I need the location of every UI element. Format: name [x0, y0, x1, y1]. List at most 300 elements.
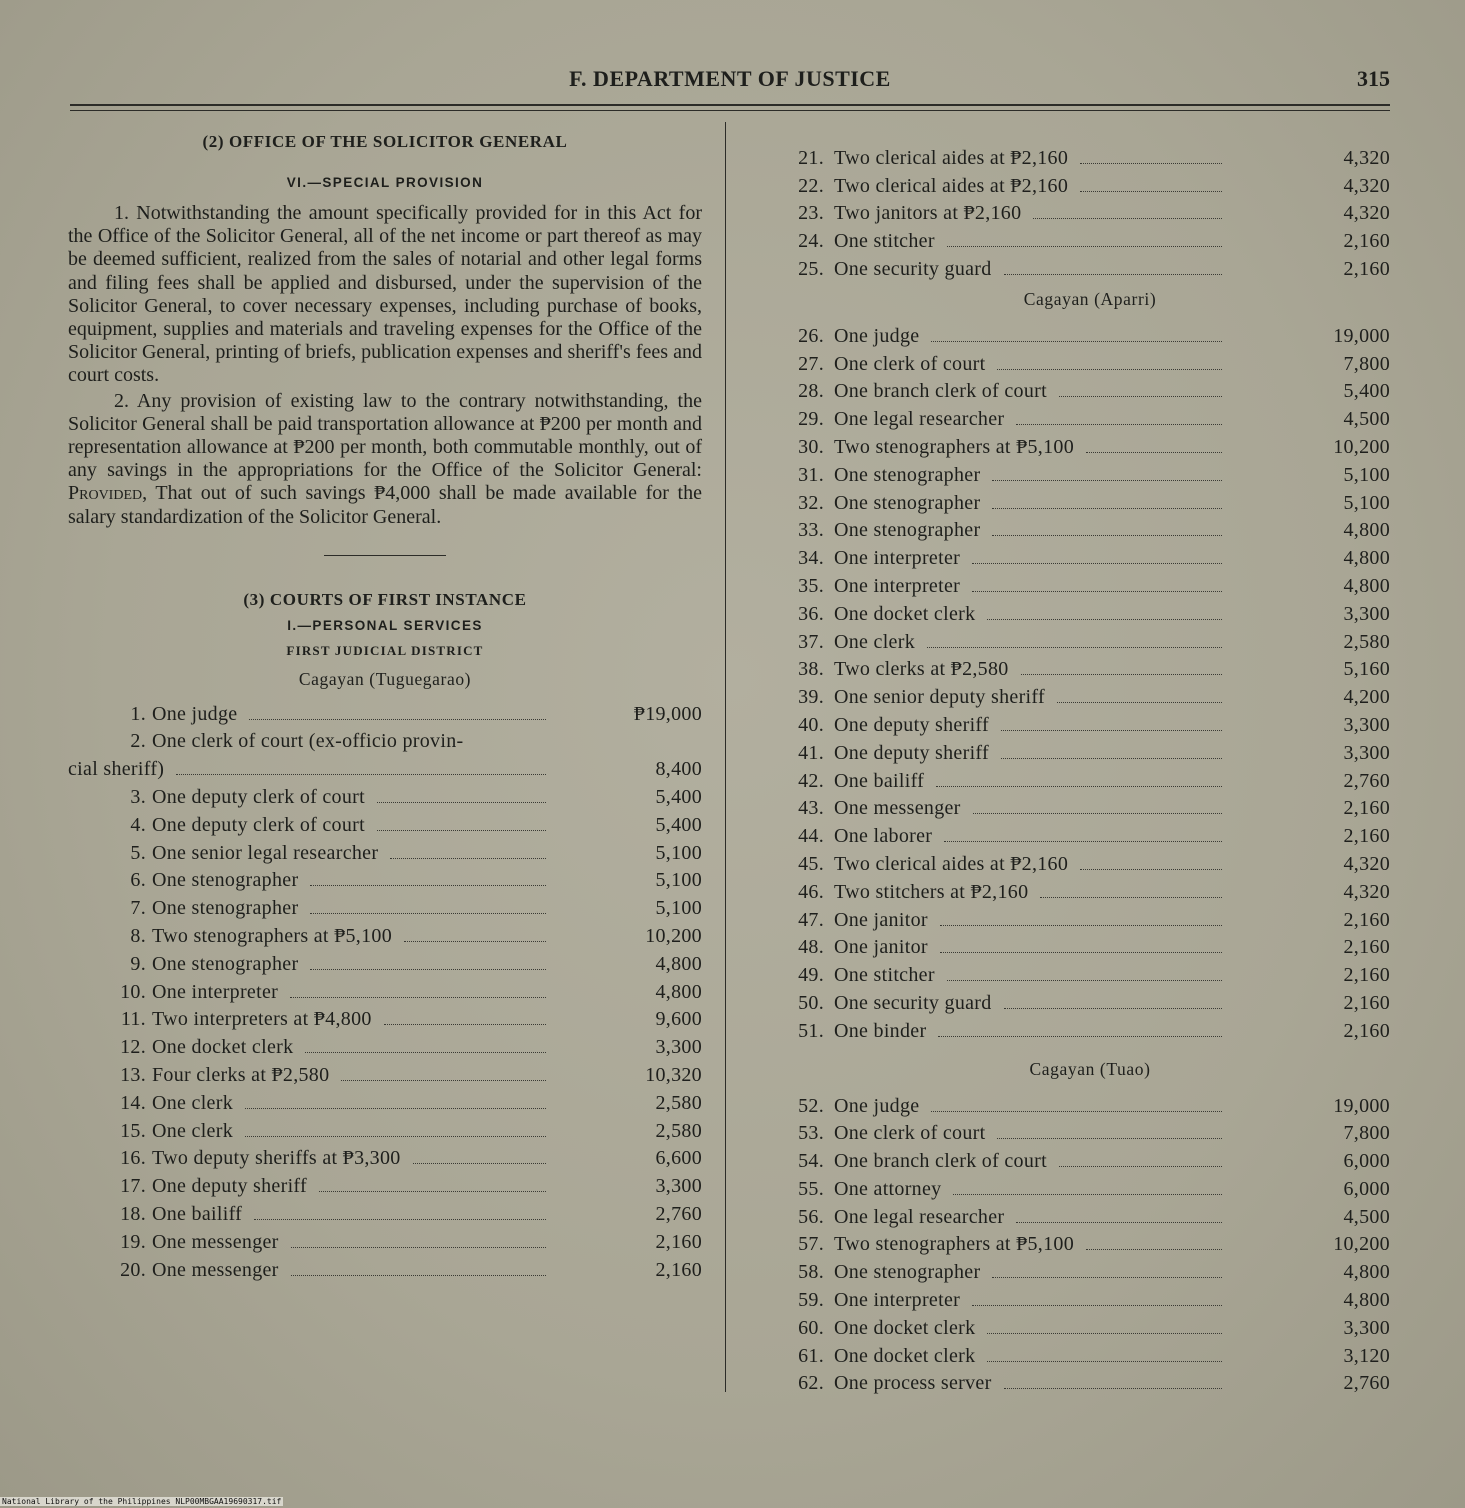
item-amount: 10,200	[1333, 435, 1390, 458]
left-column	[68, 130, 702, 1282]
item-label: Two deputy sheriffs at ₱3,300	[152, 1147, 401, 1170]
item-amount: 7,800	[1343, 352, 1390, 375]
subsection-heading: I.—PERSONAL SERVICES	[287, 617, 483, 633]
item-number: 7.	[130, 897, 146, 920]
dot-leader	[310, 885, 546, 886]
list-item	[790, 1256, 1390, 1284]
item-amount: 2,160	[1343, 991, 1390, 1014]
item-amount: 5,100	[655, 897, 702, 920]
item-label: One clerk of court (ex-officio provin-	[152, 730, 464, 753]
item-amount: 2,160	[1343, 797, 1390, 820]
item-label: One security guard	[834, 257, 992, 280]
district-heading: FIRST JUDICIAL DISTRICT	[286, 642, 484, 658]
item-list	[790, 142, 1390, 281]
list-item	[790, 904, 1390, 932]
item-number: 16.	[120, 1147, 146, 1170]
item-amount: 2,760	[655, 1202, 702, 1225]
list-item	[790, 1015, 1390, 1043]
item-amount: 2,580	[655, 1091, 702, 1114]
item-label: One stenographer	[834, 491, 981, 514]
item-amount: 3,300	[1343, 741, 1390, 764]
list-item	[68, 1115, 702, 1143]
item-number: 62.	[798, 1372, 824, 1395]
list-item	[68, 976, 702, 1004]
dot-leader	[384, 1024, 546, 1025]
item-amount: 2,160	[1343, 230, 1390, 253]
list-item	[68, 1059, 702, 1087]
list-item	[790, 542, 1390, 570]
item-label: Two stitchers at ₱2,160	[834, 880, 1029, 903]
item-number: 27.	[798, 352, 824, 375]
item-label: Two clerical aides at ₱2,160	[834, 174, 1069, 197]
dot-leader	[992, 480, 1222, 481]
dot-leader	[1080, 191, 1222, 192]
dot-leader	[1040, 897, 1222, 898]
list-item	[68, 1198, 702, 1226]
item-amount: 4,320	[1343, 174, 1390, 197]
item-number: 17.	[120, 1175, 146, 1198]
dot-leader	[377, 802, 546, 803]
item-number: 54.	[798, 1150, 824, 1173]
item-amount: 4,800	[1343, 547, 1390, 570]
list-item	[790, 515, 1390, 543]
item-amount: 3,300	[1343, 602, 1390, 625]
list-item	[790, 1284, 1390, 1312]
item-label: One messenger	[152, 1230, 279, 1253]
dot-leader	[1057, 702, 1222, 703]
item-label: One clerk of court	[834, 352, 986, 375]
item-amount: 3,300	[655, 1036, 702, 1059]
item-amount: 2,160	[1343, 257, 1390, 280]
item-number: 5.	[130, 841, 146, 864]
item-label: One senior deputy sheriff	[834, 686, 1045, 709]
dot-leader	[953, 1194, 1222, 1195]
dot-leader	[972, 591, 1222, 592]
item-label: Two interpreters at ₱4,800	[152, 1008, 372, 1031]
dot-leader	[973, 813, 1222, 814]
item-label: Two clerks at ₱2,580	[834, 658, 1009, 681]
dot-leader	[997, 1138, 1222, 1139]
dot-leader	[290, 997, 546, 998]
list-item	[790, 1173, 1390, 1201]
item-amount: 5,160	[1343, 658, 1390, 681]
dot-leader	[310, 969, 546, 970]
list-item	[790, 1090, 1390, 1118]
item-number: 47.	[798, 908, 824, 931]
item-label: Two stenographers at ₱5,100	[834, 1233, 1074, 1256]
item-amount: 10,320	[645, 1064, 702, 1086]
list-item	[790, 253, 1390, 281]
item-label: Two stenographers at ₱5,100	[834, 435, 1074, 458]
item-label: One process server	[834, 1372, 992, 1395]
item-number: 28.	[798, 380, 824, 403]
list-item	[68, 1254, 702, 1282]
dot-leader	[341, 1080, 546, 1081]
list-item	[790, 848, 1390, 876]
item-label: One deputy sheriff	[834, 713, 989, 736]
item-amount: 4,800	[1343, 1289, 1390, 1312]
item-amount: 2,580	[1343, 630, 1390, 653]
list-item	[790, 1340, 1390, 1368]
dot-leader	[931, 341, 1222, 342]
item-amount: 8,400	[655, 758, 702, 781]
item-amount: 5,400	[655, 813, 702, 836]
item-amount: 2,760	[1343, 1372, 1390, 1395]
item-list	[790, 1090, 1390, 1396]
item-number: 29.	[798, 408, 824, 431]
item-amount: 6,000	[1343, 1150, 1390, 1173]
header-rule-thin	[70, 110, 1390, 111]
item-number: 4.	[130, 813, 146, 836]
item-amount: 4,800	[1343, 519, 1390, 542]
item-label: One branch clerk of court	[834, 380, 1047, 403]
item-label: One legal researcher	[834, 408, 1005, 431]
list-item	[790, 1118, 1390, 1146]
dot-leader	[1001, 758, 1222, 759]
list-item	[68, 865, 702, 893]
item-number: 31.	[798, 463, 824, 486]
header-rule	[70, 104, 1390, 106]
dot-leader	[1001, 730, 1222, 731]
list-item	[68, 892, 702, 920]
place-heading: Cagayan (Tuguegarao)	[298, 668, 472, 689]
list-item	[68, 1143, 702, 1171]
list-item	[790, 681, 1390, 709]
item-amount: 5,100	[655, 841, 702, 864]
item-number: 49.	[798, 964, 824, 987]
list-item	[790, 654, 1390, 682]
list-item	[68, 1031, 702, 1059]
item-label: Two clerical aides at ₱2,160	[834, 852, 1069, 875]
item-number: 51.	[798, 1019, 824, 1042]
dot-leader	[997, 369, 1222, 370]
list-item	[790, 348, 1390, 376]
item-amount: 4,500	[1343, 1205, 1390, 1228]
dot-leader	[319, 1191, 546, 1192]
item-label: One bailiff	[152, 1202, 243, 1225]
item-number: 12.	[120, 1036, 146, 1059]
item-number: 22.	[798, 174, 824, 197]
dot-leader	[1059, 396, 1222, 397]
item-label: One deputy clerk of court	[152, 786, 365, 809]
list-item	[790, 598, 1390, 626]
item-number: 60.	[798, 1316, 824, 1339]
item-number: 33.	[798, 519, 824, 542]
item-label: One senior legal researcher	[152, 841, 379, 864]
list-item	[790, 959, 1390, 987]
list-item	[790, 1145, 1390, 1173]
item-label: One judge	[152, 702, 238, 725]
item-label: One stenographer	[152, 897, 299, 920]
dot-leader	[310, 913, 546, 914]
item-amount: 3,300	[655, 1175, 702, 1198]
item-amount: 19,000	[1333, 324, 1390, 347]
item-list	[790, 320, 1390, 1043]
item-amount: 4,800	[655, 980, 702, 1003]
dot-leader	[305, 1052, 546, 1053]
dot-leader	[1086, 1249, 1222, 1250]
dot-leader	[176, 774, 546, 775]
dot-leader	[254, 1219, 546, 1220]
item-label: One stenographer	[152, 952, 299, 975]
item-number: 3.	[130, 786, 146, 809]
item-amount: 3,120	[1343, 1344, 1390, 1367]
item-amount: 3,300	[1343, 713, 1390, 736]
list-item	[790, 431, 1390, 459]
item-number: 24.	[798, 230, 824, 253]
list-item	[790, 987, 1390, 1015]
item-label: Two clerical aides at ₱2,160	[834, 146, 1069, 169]
item-label: One interpreter	[834, 1289, 961, 1312]
item-amount: 4,800	[1343, 574, 1390, 597]
dot-leader	[944, 841, 1222, 842]
list-item	[68, 1087, 702, 1115]
item-number: 36.	[798, 602, 824, 625]
dot-leader	[992, 1277, 1222, 1278]
list-item	[68, 1170, 702, 1198]
list-item	[790, 932, 1390, 960]
item-number: 40.	[798, 713, 824, 736]
item-label: One binder	[834, 1019, 927, 1042]
item-amount: 4,320	[1343, 852, 1390, 875]
item-label: One clerk of court	[834, 1122, 986, 1145]
item-number: 57.	[798, 1233, 824, 1256]
item-amount: 3,300	[1343, 1316, 1390, 1339]
item-amount: 4,500	[1343, 408, 1390, 431]
place-heading: Cagayan (Aparri)	[1023, 288, 1157, 309]
item-number: 52.	[798, 1094, 824, 1117]
subsection-heading: VI.—SPECIAL PROVISION	[286, 175, 484, 190]
item-number: 58.	[798, 1261, 824, 1284]
item-amount: 6,000	[1343, 1177, 1390, 1200]
item-amount: 7,800	[1343, 1122, 1390, 1145]
dot-leader	[404, 941, 546, 942]
dot-leader	[987, 1361, 1222, 1362]
item-amount: 5,100	[1343, 463, 1390, 486]
list-item	[790, 1201, 1390, 1229]
item-label: One interpreter	[834, 547, 961, 570]
dot-leader	[377, 830, 546, 831]
item-amount: 2,160	[1343, 825, 1390, 848]
item-label: One security guard	[834, 991, 992, 1014]
item-label: One interpreter	[152, 980, 279, 1003]
list-item	[790, 765, 1390, 793]
item-number: 14.	[120, 1091, 146, 1114]
item-amount: 5,100	[655, 869, 702, 892]
item-number: 35.	[798, 574, 824, 597]
dot-leader	[940, 952, 1222, 953]
list-item	[790, 198, 1390, 226]
item-number: 19.	[120, 1230, 146, 1253]
list-item	[68, 1004, 702, 1032]
item-number: 13.	[120, 1064, 146, 1086]
list-item	[790, 793, 1390, 821]
item-label: One judge	[834, 1094, 920, 1117]
list-item	[790, 737, 1390, 765]
item-label: One docket clerk	[834, 1344, 976, 1367]
item-amount: 19,000	[1333, 1094, 1390, 1117]
item-label: One docket clerk	[152, 1036, 294, 1059]
dot-leader	[947, 246, 1222, 247]
item-label: One stitcher	[834, 964, 935, 987]
item-number: 56.	[798, 1205, 824, 1228]
item-number: 43.	[798, 797, 824, 820]
dot-leader	[992, 535, 1222, 536]
item-label: One legal researcher	[834, 1205, 1005, 1228]
list-item	[68, 698, 702, 726]
item-label: Two stenographers at ₱5,100	[152, 925, 392, 948]
list-item	[790, 820, 1390, 848]
item-number: 53.	[798, 1122, 824, 1145]
item-number: 26.	[798, 324, 824, 347]
dot-leader	[1086, 452, 1222, 453]
dot-leader	[931, 1111, 1222, 1112]
item-number: 55.	[798, 1177, 824, 1200]
dot-leader	[291, 1275, 546, 1276]
item-amount: 9,600	[655, 1008, 702, 1031]
paragraph-2	[68, 390, 702, 529]
list-item	[790, 570, 1390, 598]
item-number: 50.	[798, 991, 824, 1014]
item-number: 34.	[798, 547, 824, 570]
list-item	[68, 781, 702, 809]
item-amount: 4,200	[1343, 686, 1390, 709]
list-item	[790, 626, 1390, 654]
item-label: One deputy sheriff	[152, 1175, 307, 1198]
dot-leader	[245, 1136, 546, 1137]
dot-leader	[249, 719, 546, 720]
item-number: 44.	[798, 825, 824, 848]
dot-leader	[987, 619, 1222, 620]
list-item	[790, 403, 1390, 431]
item-label: One branch clerk of court	[834, 1150, 1047, 1173]
item-number: 2.	[130, 730, 146, 753]
item-label: One interpreter	[834, 574, 961, 597]
item-label-continued: cial sheriff)	[68, 758, 165, 781]
item-label: One bailiff	[834, 769, 925, 792]
item-number: 61.	[798, 1344, 824, 1367]
item-amount: 4,320	[1343, 202, 1390, 225]
list-item	[790, 320, 1390, 348]
dot-leader	[927, 647, 1222, 648]
list-item	[790, 1312, 1390, 1340]
item-list-body	[68, 781, 702, 1281]
list-item	[790, 709, 1390, 737]
list-item	[68, 1226, 702, 1254]
item-label: One stenographer	[834, 1261, 981, 1284]
dot-leader	[1004, 1008, 1222, 1009]
item-label: One deputy sheriff	[834, 741, 989, 764]
dot-leader	[1080, 163, 1222, 164]
column-divider	[725, 122, 726, 1392]
list-item	[68, 837, 702, 865]
list-item	[790, 1368, 1390, 1396]
dot-leader	[1080, 869, 1222, 870]
item-label: One stenographer	[152, 869, 299, 892]
item-number: 59.	[798, 1289, 824, 1312]
scan-footer: National Library of the Philippines NLP00MBGAA19690317.tif	[2, 1497, 282, 1506]
dot-leader	[936, 786, 1222, 787]
item-amount: 5,400	[655, 786, 702, 809]
dot-leader	[938, 1036, 1222, 1037]
item-amount: 2,760	[1343, 769, 1390, 792]
item-number: 42.	[798, 769, 824, 792]
item-amount: 2,160	[1343, 908, 1390, 931]
item-label: One stenographer	[834, 519, 981, 542]
paragraph-1: 1. Notwithstanding the amount specifically provided for in this Act for the Office of the Solicitor General, all of the net income or part thereof as may be deemed sufficient, realized from the sales of notarial and other legal forms and filing fees shall be applied and disbursed, under the supervision of the Solicitor General, to cover necessary expenses, including purchase of books, equipment, supplies and materials and traveling expenses for the Office of the Solicitor General, printing of briefs, publication expenses and sheriff's fees and court costs.	[68, 202, 702, 387]
list-item	[790, 487, 1390, 515]
item-label: Two janitors at ₱2,160	[834, 202, 1022, 225]
item-number: 21.	[798, 146, 824, 169]
item-list	[68, 698, 702, 1282]
item-amount: 4,800	[1343, 1261, 1390, 1284]
item-number: 23.	[798, 202, 824, 225]
dot-leader	[947, 980, 1222, 981]
place-heading: Cagayan (Tuao)	[1029, 1058, 1151, 1079]
dot-leader	[390, 858, 546, 859]
paragraph-2-text-end: , That out of such savings ₱4,000 shall be made available for the salary standardization of the Solicitor General.	[68, 482, 702, 528]
item-amount: 2,160	[655, 1258, 702, 1281]
item-amount: 2,160	[1343, 1019, 1390, 1042]
item-number: 48.	[798, 936, 824, 959]
item-number: 15.	[120, 1119, 146, 1142]
list-item	[790, 170, 1390, 198]
dot-leader	[1004, 274, 1222, 275]
item-number: 20.	[120, 1258, 146, 1281]
list-item	[790, 225, 1390, 253]
dot-leader	[1016, 1222, 1222, 1223]
item-amount: 2,580	[655, 1119, 702, 1142]
item-number: 39.	[798, 686, 824, 709]
item-number: 10.	[120, 980, 146, 1003]
list-item	[790, 376, 1390, 404]
item-amount: 4,800	[655, 952, 702, 975]
dot-leader	[992, 508, 1222, 509]
dot-leader	[972, 1305, 1222, 1306]
item-label: Four clerks at ₱2,580	[152, 1064, 330, 1086]
dot-leader	[1021, 674, 1222, 675]
item-amount: 2,160	[655, 1230, 702, 1253]
item-number: 11.	[120, 1008, 146, 1031]
item-number: 37.	[798, 630, 824, 653]
item-amount: 10,200	[645, 925, 702, 948]
page-header	[70, 66, 1390, 100]
list-item	[68, 920, 702, 948]
list-item	[68, 809, 702, 837]
dot-leader	[1004, 1388, 1222, 1389]
item-number: 6.	[130, 869, 146, 892]
item-label: One janitor	[834, 936, 928, 959]
item-amount: 5,400	[1343, 380, 1390, 403]
item-label: One docket clerk	[834, 1316, 976, 1339]
dot-leader	[291, 1247, 546, 1248]
page-title: F. DEPARTMENT OF JUSTICE	[569, 66, 891, 91]
item-number: 18.	[120, 1202, 146, 1225]
list-item	[790, 876, 1390, 904]
dot-leader	[940, 925, 1222, 926]
list-item	[790, 142, 1390, 170]
item-amount: 2,160	[1343, 936, 1390, 959]
list-item	[68, 948, 702, 976]
item-number: 9.	[130, 952, 146, 975]
section-heading: (3) COURTS OF FIRST INSTANCE	[243, 589, 527, 609]
item-label: One stenographer	[834, 463, 981, 486]
dot-leader	[413, 1163, 546, 1164]
item-number: 30.	[798, 435, 824, 458]
item-amount: 10,200	[1333, 1233, 1390, 1256]
dot-leader	[245, 1108, 546, 1109]
item-label: One messenger	[152, 1258, 279, 1281]
